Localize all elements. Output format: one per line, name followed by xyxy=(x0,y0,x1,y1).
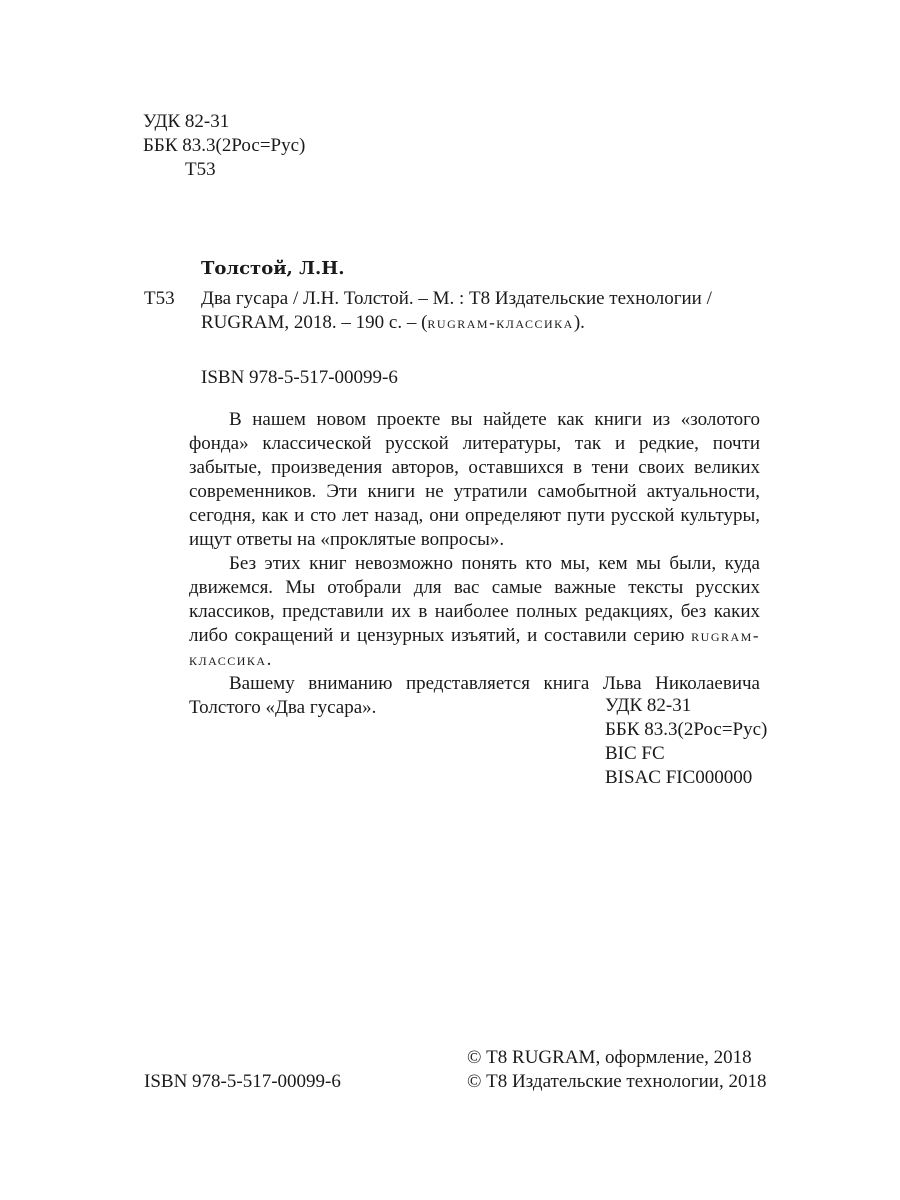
biblio-line-2 xyxy=(201,311,761,335)
udk-code: УДК 82-31 xyxy=(143,111,230,132)
annotation-paragraph-3: Вашему вниманию представляется книга Льва Николаевича Толстого «Два гусара». xyxy=(189,673,760,718)
annotation xyxy=(189,408,760,720)
annotation-paragraph-2 xyxy=(189,552,760,672)
biblio-line-2-suffix: ). xyxy=(573,312,585,333)
copyright-publisher: © Т8 Издательские технологии, 2018 xyxy=(467,1071,767,1092)
right-classification-codes xyxy=(605,694,767,790)
series-name: rugram-классика xyxy=(427,313,574,332)
right-bbk-code: ББК 83.3(2Рос=Рус) xyxy=(605,719,768,740)
annotation-series-name: rugram-классика xyxy=(189,626,760,669)
isbn: ISBN 978-5-517-00099-6 xyxy=(201,367,398,388)
biblio-line-2-prefix: RUGRAM, 2018. – 190 с. – ( xyxy=(201,312,428,333)
copyright-block xyxy=(467,1046,766,1094)
bisac-code: BISAC FIC000000 xyxy=(605,767,753,788)
annotation-paragraph-1: В нашем новом проекте вы найдете как книги из «золотого фонда» классической русской литературы, так и редкие, почти забытые, произведения авторов, оставшихся в тени своих великих современников. Эти книги не утратили самобытной актуальности, сегодня, как и сто лет назад, они определяют пути русской культуры, ищут ответы на «проклятые вопросы». xyxy=(189,409,760,550)
biblio-line-1: Два гусара / Л.Н. Толстой. – М. : Т8 Издательские технологии / xyxy=(201,288,712,309)
bic-code: BIC FC xyxy=(605,743,665,764)
author-mark: Т53 xyxy=(185,159,216,180)
annotation-paragraph-2-end: . xyxy=(266,649,272,670)
top-classification-codes xyxy=(143,110,305,182)
bbk-code: ББК 83.3(2Рос=Рус) xyxy=(143,135,306,156)
catalog-author-mark: Т53 xyxy=(144,288,175,309)
right-udk-code: УДК 82-31 xyxy=(605,695,692,716)
copyright-design: © Т8 RUGRAM, оформление, 2018 xyxy=(467,1047,752,1068)
author-heading: Толстой, Л.Н. xyxy=(201,258,345,279)
bibliographic-description xyxy=(201,287,761,335)
annotation-paragraph-2-text: Без этих книг невозможно понять кто мы, кем мы были, куда движемся. Мы отобрали для вас самые важные тексты русских классиков, представили их в наиболее полных редакциях, без каких либо сокращений и цензурных изъятий, и составили серию xyxy=(189,553,760,646)
footer-isbn: ISBN 978-5-517-00099-6 xyxy=(144,1071,341,1092)
